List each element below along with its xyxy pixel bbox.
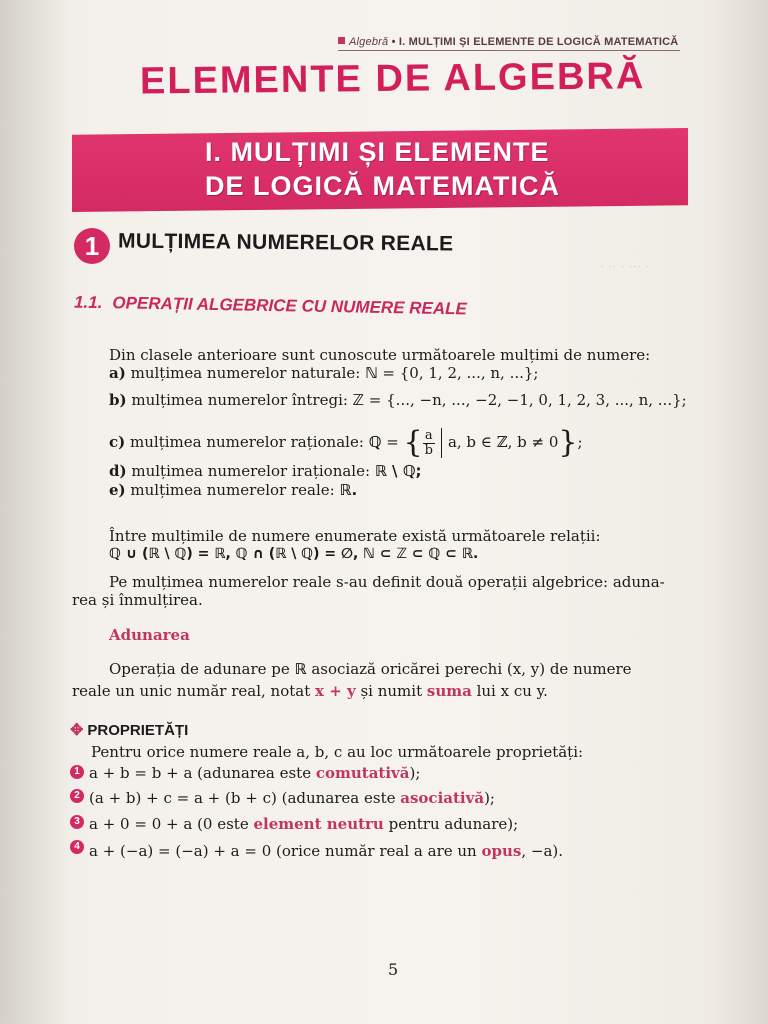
- right-brace: }: [558, 425, 578, 460]
- section-number: 1.1.: [73, 292, 103, 313]
- page-edge-shadow: [708, 0, 768, 1024]
- properties-heading: ✥ PROPRIETĂȚI: [70, 722, 189, 739]
- property-item: a + 0 = 0 + a (0 este element neutru pentru adunare);: [89, 815, 519, 833]
- set-builder-bar: [441, 428, 442, 458]
- sum-notation: x + y: [315, 682, 356, 700]
- part-title: ELEMENTE DE ALGEBRĂ: [139, 55, 646, 103]
- intro-paragraph: Din clasele anterioare sunt cunoscute următoarele mulțimi de numere:: [109, 346, 651, 364]
- show-through-text: · ·· · ··· ·: [600, 260, 650, 275]
- section-title: OPERAȚII ALGEBRICE CU NUMERE REALE: [112, 293, 468, 319]
- number-bullet-icon: 1: [70, 765, 84, 779]
- set-item-real: e) mulțimea numerelor reale: ℝ.: [109, 481, 358, 499]
- operations-line-2: rea și înmulțirea.: [72, 591, 203, 609]
- page-number: 5: [388, 960, 399, 979]
- property-item: a + (−a) = (−a) + a = 0 (orice număr real a are un opus, −a).: [89, 842, 564, 860]
- left-brace: {: [403, 425, 423, 460]
- square-bullet-icon: [338, 37, 345, 44]
- properties-intro: Pentru orice numere reale a, b, c au loc următoarele proprietăți:: [91, 743, 584, 761]
- property-item: (a + b) + c = a + (b + c) (adunarea este asociativă);: [89, 789, 495, 807]
- number-bullet-icon: 4: [70, 840, 84, 854]
- rational-condition: a, b ∈ ℤ, b ≠ 0: [447, 433, 559, 451]
- number-bullet-icon: 3: [70, 815, 84, 829]
- set-item-rational: c) mulțimea numerelor raționale: ℚ = { $\frac{a}{b}$ a, b ∈ ℤ, b ≠ 0};: [109, 425, 583, 460]
- addition-definition-line-1: Operația de adunare pe ℝ asociază oricărei perechi (x, y) de numere: [109, 660, 632, 678]
- chapter-title: MULȚIMEA NUMERELOR REALE: [117, 229, 454, 256]
- chapter-number-badge: 1: [74, 228, 110, 264]
- addition-heading: Adunarea: [109, 626, 190, 644]
- number-bullet-icon: 2: [70, 789, 84, 803]
- fraction-a-over-b: $\frac{a}{b}$: [424, 427, 433, 458]
- property-item: a + b = b + a (adunarea este comutativă);: [89, 764, 421, 782]
- set-relations: ℚ ∪ (ℝ \ ℚ) = ℝ, ℚ ∩ (ℝ \ ℚ) = ∅, ℕ ⊂ ℤ ⊂ ℚ ⊂ ℝ.: [109, 546, 479, 562]
- gutter-shadow: [0, 0, 70, 1024]
- banner-title-line-2: DE LOGICĂ MATEMATICĂ: [205, 171, 560, 201]
- relations-intro: Între mulțimile de numere enumerate există următoarele relații:: [109, 527, 601, 545]
- set-item-irrational: d) mulțimea numerelor iraționale: ℝ \ ℚ;: [109, 462, 422, 480]
- running-head: [338, 36, 680, 51]
- term-suma: suma: [426, 682, 472, 700]
- set-item-natural: a) mulțimea numerelor naturale: ℕ = {0, 1, 2, ..., n, ...};: [109, 364, 539, 382]
- banner-title-line-1: I. MULȚIMI ȘI ELEMENTE: [205, 137, 550, 167]
- addition-definition-line-2: reale un unic număr real, notat x + y și numit suma lui x cu y.: [72, 682, 548, 700]
- set-item-integer: b) mulțimea numerelor întregi: ℤ = {..., −n, ..., −2, −1, 0, 1, 2, 3, ..., n, ...};: [109, 391, 687, 409]
- running-head-chapter: • I. MULȚIMI ȘI ELEMENTE DE LOGICĂ MATEMATICĂ: [391, 36, 679, 48]
- cross-icon: ✥: [70, 722, 84, 739]
- running-head-part: Algebră: [349, 36, 389, 48]
- operations-line-1: Pe mulțimea numerelor reale s-au definit două operații algebrice: aduna-: [109, 573, 665, 591]
